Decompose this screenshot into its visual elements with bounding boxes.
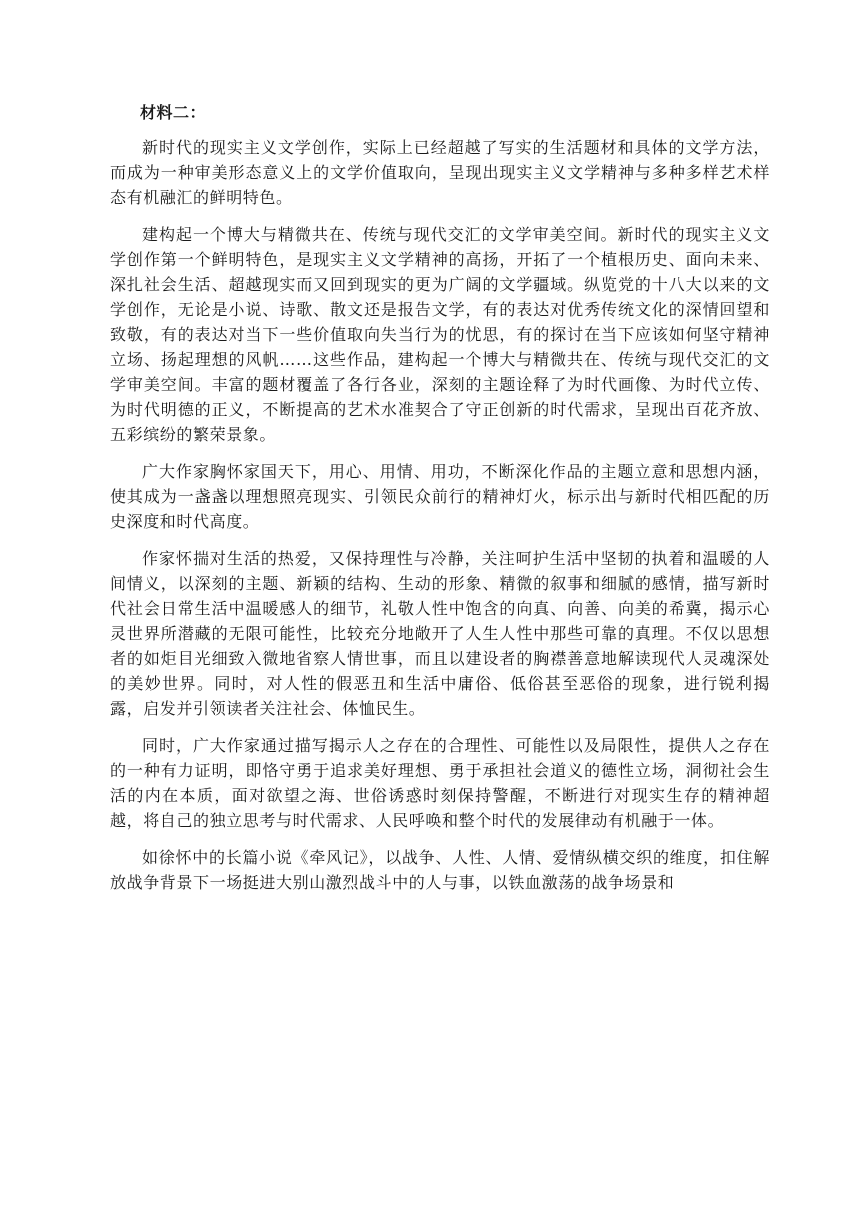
paragraph-6: 如徐怀中的长篇小说《牵风记》，以战争、人性、人情、爱情纵横交织的维度，扣住解放战争背景下一场挺进大别山激烈战斗中的人与事，以铁血激荡的战争场景和 bbox=[110, 848, 770, 892]
paragraph-2: 建构起一个博大与精微共在、传统与现代交汇的文学审美空间。新时代的现实主义文学创作第一个鲜明特色，是现实主义文学精神的高扬，开拓了一个植根历史、面向未来、深扎社会生活、超越现实而又回到现实的更为广阔的文学疆域。纵览党的十八大以来的文学创作，无论是小说、诗歌、散文还是报告文学，有的表达对优秀传统文化的深情回望和致敬，有的表达对当下一些价值取向失当行为的忧思，有的探讨在当下应该如何坚守精神立场、扬起理想的风帆……这些作品，建构起一个博大与精微共在、传统与现代交汇的文学审美空间。丰富的题材覆盖了各行各业，深刻的主题诠释了为时代画像、为时代立传、为时代明德的正义，不断提高的艺术水准契合了守正创新的时代需求，呈现出百花齐放、五彩缤纷的繁荣景象。 bbox=[110, 225, 770, 444]
document-page bbox=[110, 103, 770, 907]
paragraph-1: 新时代的现实主义文学创作，实际上已经超越了写实的生活题材和具体的文学方法，而成为一种审美形态意义上的文学价值取向，呈现出现实主义文学精神与多种多样艺术样态有机融汇的鲜明特色。 bbox=[110, 138, 770, 207]
paragraph-4: 作家怀揣对生活的热爱，又保持理性与冷静，关注呵护生活中坚韧的执着和温暖的人间情义，以深刻的主题、新颖的结构、生动的形象、精微的叙事和细腻的感情，描写新时代社会日常生活中温暖感人的细节，礼敬人性中饱含的向真、向善、向美的希冀，揭示心灵世界所潜藏的无限可能性，比较充分地敞开了人生人性中那些可靠的真理。不仅以思想者的如炬目光细致入微地省察人情世事，而且以建设者的胸襟善意地解读现代人灵魂深处的美妙世界。同时，对人性的假恶丑和生活中庸俗、低俗甚至恶俗的现象，进行锐利揭露，启发并引领读者关注社会、体恤民生。 bbox=[110, 549, 770, 718]
section-heading: 材料二： bbox=[140, 103, 207, 122]
paragraph-5: 同时，广大作家通过描写揭示人之存在的合理性、可能性以及局限性，提供人之存在的一种有力证明，即恪守勇于追求美好理想、勇于承担社会道义的德性立场，洞彻社会生活的内在本质，面对欲望之海、世俗诱惑时刻保持警醒，不断进行对现实生存的精神超越，将自己的独立思考与时代需求、人民呼唤和整个时代的发展律动有机融于一体。 bbox=[110, 736, 770, 830]
paragraph-3: 广大作家胸怀家国天下，用心、用情、用功，不断深化作品的主题立意和思想内涵，使其成为一盏盏以理想照亮现实、引领民众前行的精神灯火，标示出与新时代相匹配的历史深度和时代高度。 bbox=[110, 462, 770, 531]
